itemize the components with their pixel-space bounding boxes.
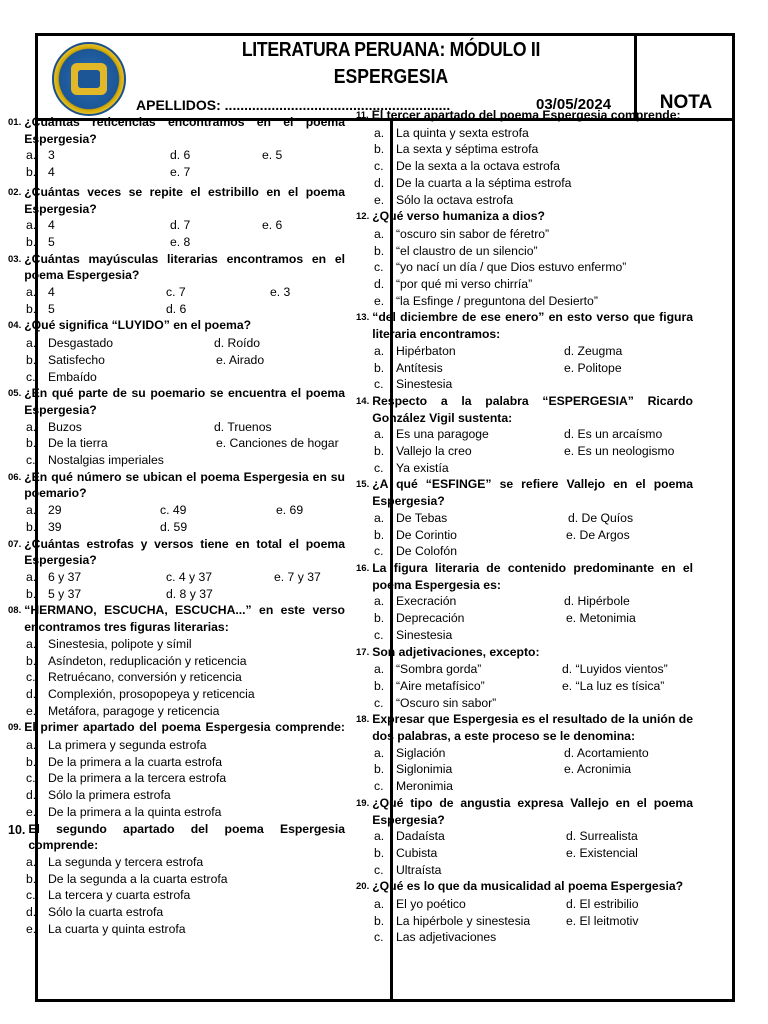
option-e[interactable]: e. Politope [564,360,622,375]
question-19 [356,795,693,879]
option-d[interactable]: d. Complexión, prosopopeya y reticencia [26,686,255,701]
question-text: ¿Qué significa “LUYIDO” en el poema? [24,318,252,333]
question-text: ¿Qué es lo que da musicalidad al poema Espergesia? [372,879,684,894]
right-column [356,107,693,946]
option-c[interactable]: c. Embaído [26,369,97,384]
option-a[interactable]: a. Hipérbaton [374,343,456,358]
question-text: ¿Qué tipo de angustia expresa Vallejo en el poema Espergesia? [372,795,693,827]
question-text: ¿En qué número se ubican el poema Espergesia en su poemario? [24,469,345,501]
option-b[interactable]: b. 5 [26,301,55,316]
option-d[interactable]: d. De Quíos [568,510,634,525]
question-05 [8,385,345,469]
option-a[interactable]: a. Sinestesia, polipote y símil [26,636,192,651]
option-d[interactable]: d. Es un arcaísmo [564,427,663,442]
question-06 [8,469,345,536]
option-e[interactable]: e. El leitmotiv [566,913,639,928]
option-e[interactable]: e. De la primera a la quinta estrofa [26,804,222,819]
option-c[interactable]: c. De la sexta a la octava estrofa [374,159,560,174]
option-d[interactable]: d. Acortamiento [564,745,649,760]
nota-box [634,36,735,118]
option-c[interactable]: c. “yo nací un día / que Dios estuvo enfermo” [374,260,627,275]
option-b[interactable]: b. De Corintio [374,527,457,542]
option-e[interactable]: e. Airado [216,352,265,367]
option-c[interactable]: c. Ultraísta [374,862,442,877]
question-text: ¿Cuántas mayúsculas literarias encontramos en el poema Espergesia? [24,251,345,283]
option-b[interactable]: b. 5 y 37 [26,586,82,601]
option-e[interactable]: e. Metáfora, paragoge y reticencia [26,703,220,718]
option-e[interactable]: e. 7 y 37 [274,569,321,584]
option-b[interactable]: b. Deprecación [374,611,465,626]
question-17 [356,644,693,712]
question-number: 04. [8,320,22,332]
option-d[interactable]: d. 8 y 37 [166,586,213,601]
option-a[interactable]: a. Siglación [374,745,446,760]
option-b[interactable]: b. 5 [26,234,55,249]
question-10 [8,821,345,938]
option-d[interactable]: d. 6 [166,301,187,316]
option-e[interactable]: e. Acronimia [564,762,632,777]
option-d[interactable]: d. Hipérbole [564,594,630,609]
question-number: 20. [356,881,370,893]
option-c[interactable]: c. Las adjetivaciones [374,930,497,945]
question-number: 09. [8,722,22,734]
apellidos-label: APELLIDOS: [136,97,221,113]
question-text: ¿Cuántas estrofas y versos tiene en total el poema Espergesia? [24,536,345,568]
option-a[interactable]: a. De Tebas [374,510,448,525]
option-e[interactable]: e. Existencial [566,845,638,860]
option-e-2[interactable]: e. 7 [170,165,191,180]
question-04 [8,317,345,385]
school-seal-logo [52,42,126,116]
option-b[interactable]: b. Antítesis [374,360,443,375]
option-e[interactable]: e. Sólo la octava estrofa [374,192,514,207]
question-number: 06. [8,471,22,483]
option-a[interactable]: a. La segunda y tercera estrofa [26,854,204,869]
question-number: 08. [8,605,22,617]
option-c[interactable]: c. La tercera y cuarta estrofa [26,888,191,903]
question-16 [356,560,693,644]
left-column [8,114,345,937]
option-d[interactable]: d. El estribilio [566,897,639,912]
option-a[interactable]: a. “oscuro sin sabor de féretro” [374,226,550,241]
option-b[interactable]: b. Cubista [374,845,438,860]
option-e[interactable]: e. La cuarta y quinta estrofa [26,921,186,936]
option-a[interactable]: a. “Sombra gorda” [374,662,482,677]
option-b[interactable]: b. Satisfecho [26,352,105,367]
option-a[interactable]: a. 29 [26,503,62,518]
question-number: 03. [8,253,22,265]
option-d[interactable]: d. Sólo la primera estrofa [26,788,171,803]
option-a[interactable]: a. Buzos [26,419,82,434]
option-b[interactable]: b. “Aire metafísico” [374,678,485,693]
question-number: 19. [356,797,370,809]
option-c[interactable]: c. Sinestesia [374,377,453,392]
question-number: 07. [8,538,22,550]
option-a[interactable]: a. Es una paragoge [374,427,489,442]
question-13 [356,309,693,393]
option-d[interactable]: d. De la cuarta a la séptima estrofa [374,175,572,190]
question-text: Expresar que Espergesia es el resultado de la unión de dos palabras, a este proceso se le denomina: [372,712,693,744]
option-b[interactable]: b. Asíndeton, reduplicación y reticencia [26,653,247,668]
option-e[interactable]: e. 3 [270,285,291,300]
option-b[interactable]: b. 4 [26,165,55,180]
option-c[interactable]: c. 49 [160,503,187,518]
exam-subtitle: ESPERGESIA [333,66,449,88]
nota-label: NOTA [659,92,713,113]
question-text: Son adjetivaciones, excepto: [372,644,540,659]
option-a[interactable]: a. Desgastado [26,336,114,351]
question-number: 16. [356,562,370,574]
option-b[interactable]: b. 39 [26,519,62,534]
question-text: Respecto a la palabra “ESPERGESIA” Ricardo González Vigil sustenta: [372,393,693,425]
question-text: ¿Qué verso humaniza a dios? [372,209,545,224]
option-a[interactable]: a. La primera y segunda estrofa [26,738,207,753]
exam-date: 03/05/2024 [536,96,612,113]
question-text: ¿Cuántas veces se repite el estribillo en el poema Espergesia? [24,184,345,216]
option-c[interactable]: c. Retruécano, conversión y reticencia [26,670,242,685]
question-text: “HERMANO, ESCUCHA, ESCUCHA...” en este verso encontramos tres figuras literarias: [24,603,345,635]
option-b[interactable]: b. La hipérbole y sinestesia [374,913,531,928]
option-e[interactable]: e. De Argos [566,527,630,542]
option-e[interactable]: e. Canciones de hogar [216,436,339,451]
option-e[interactable]: e. “La luz es tísica” [562,678,665,693]
option-c[interactable]: c. Nostalgias imperiales [26,453,164,468]
option-d[interactable]: d. Sólo la cuarta estrofa [26,905,164,920]
option-b[interactable]: b. De la segunda a la cuarta estrofa [26,871,228,886]
option-a[interactable]: a. 4 [26,218,55,233]
option-b[interactable]: b. La sexta y séptima estrofa [374,142,539,157]
option-e[interactable]: e. “la Esfinge / preguntona del Desierto” [374,293,598,308]
question-12 [356,208,693,309]
option-a[interactable]: a. El yo poético [374,897,466,912]
exam-title: LITERATURA PERUANA: MÓDULO II [241,39,541,61]
question-08 [8,602,345,719]
question-number: 02. [8,186,22,198]
question-text: La figura literaria de contenido predominante en el poema Espergesia es: [372,560,693,592]
option-e[interactable]: e. 6 [262,218,283,233]
option-c[interactable]: c. 4 y 37 [166,569,213,584]
option-e[interactable]: e. 5 [262,148,283,163]
question-text: El tercer apartado del poema Espergesia comprende: [371,108,681,122]
option-a[interactable]: a. 6 y 37 [26,569,82,584]
question-number: 11. [356,110,369,121]
option-c[interactable]: c. Meronimia [374,779,453,794]
option-a[interactable]: a. La quinta y sexta estrofa [374,125,529,140]
question-02 [8,184,345,251]
question-number: 12. [356,211,370,223]
option-c[interactable]: c. “Oscuro sin sabor” [374,695,497,710]
option-a[interactable]: a. Dadaísta [374,829,445,844]
option-d[interactable]: d. 6 [170,148,191,163]
option-d[interactable]: d. Surrealista [566,829,638,844]
option-d[interactable]: d. 7 [170,218,191,233]
question-number: 10. [8,822,26,837]
question-text: ¿Cuántas reticencias encontramos en el poema Espergesia? [24,115,345,146]
question-number: 13. [356,312,370,324]
question-text: El segundo apartado del poema Espergesia comprende: [28,821,345,853]
option-d[interactable]: d. Roído [214,336,261,351]
option-d[interactable]: d. 59 [160,519,188,534]
question-15 [356,476,693,560]
question-text: ¿En qué parte de su poemario se encuentra el poema Espergesia? [24,386,345,417]
question-number: 14. [356,395,370,407]
option-d[interactable]: d. “por qué mi verso chirría” [374,277,533,292]
option-c[interactable]: c. De la primera a la tercera estrofa [26,771,227,786]
question-18 [356,711,693,795]
option-c[interactable]: c. Ya existía [374,460,449,475]
option-b[interactable]: b. De la primera a la cuarta estrofa [26,754,223,769]
question-text: El primer apartado del poema Espergesia comprende: [24,720,345,735]
question-number: 01. [8,117,22,128]
question-number: 18. [356,714,370,726]
option-b[interactable]: b. De la tierra [26,436,108,451]
question-14 [356,393,693,477]
option-c[interactable]: c. Sinestesia [374,627,453,642]
option-b[interactable]: b. Vallejo la creo [374,444,472,459]
question-11 [356,107,693,208]
option-d[interactable]: d. Zeugma [564,343,623,358]
question-07 [8,536,345,603]
question-number: 15. [356,479,370,491]
option-e[interactable]: e. Es un neologismo [564,444,675,459]
question-20 [356,878,693,946]
option-b[interactable]: b. Siglonimia [374,762,453,777]
apellidos-dots: .......................................................... [224,97,451,113]
option-c[interactable]: c. De Colofón [374,544,457,559]
question-09 [8,719,345,820]
option-e[interactable]: e. Metonimia [566,611,636,626]
option-d[interactable]: d. Truenos [214,419,272,434]
option-e[interactable]: e. 69 [276,503,304,518]
question-01 [8,114,345,181]
option-a[interactable]: a. Execración [374,594,457,609]
option-d[interactable]: d. “Luyidos vientos” [562,662,668,677]
option-c[interactable]: c. 7 [166,285,186,300]
question-number: 17. [356,646,370,658]
question-text: ¿A qué “ESFINGE” se refiere Vallejo en el poema Espergesia? [372,477,693,509]
option-a[interactable]: a. 3 [26,148,55,163]
option-b[interactable]: b. “el claustro de un silencio” [374,243,538,258]
question-03 [8,251,345,318]
option-a[interactable]: a. 4 [26,285,55,300]
option-e-2[interactable]: e. 8 [170,234,191,249]
question-text: “del diciembre de ese enero” en esto verso que figura literaria encontramos: [372,310,693,342]
question-number: 05. [8,388,22,400]
